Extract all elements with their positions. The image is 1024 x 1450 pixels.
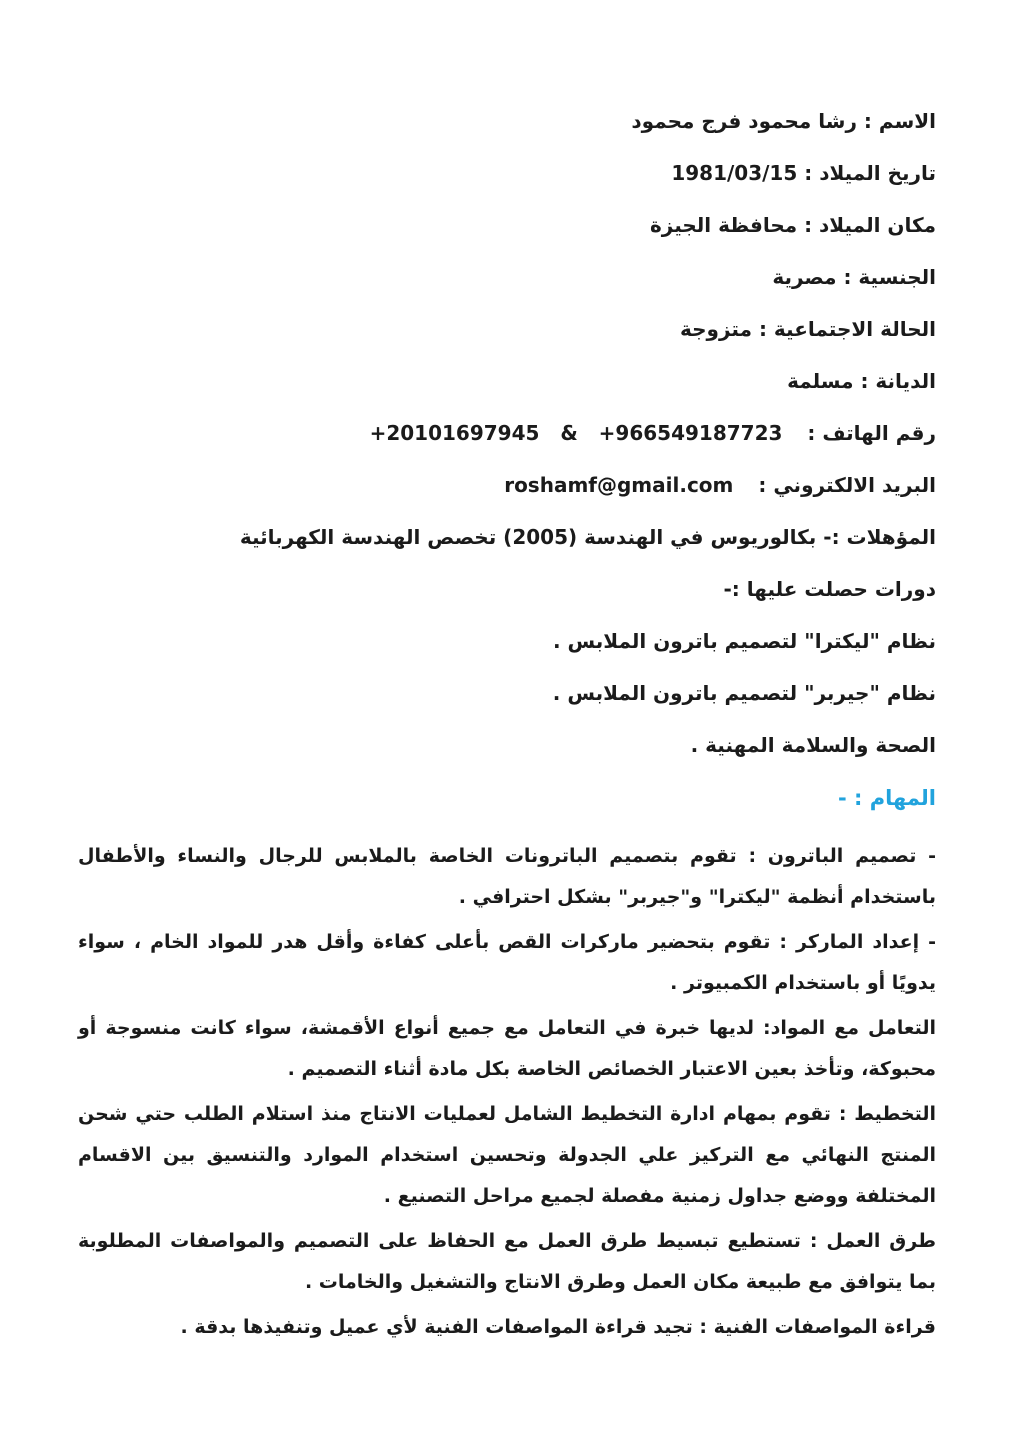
phone-label: رقم الهاتف : [807,421,936,445]
task-paragraph-spec-reading: قراءة المواصفات الفنية : تجيد قراءة المواصفات الفنية لأي عميل وتنفيذها بدقة . [180,1316,936,1338]
info-line-marital-status: الحالة الاجتماعية : متزوجة [680,317,936,341]
email-value: roshamf@gmail.com [504,473,734,497]
task-paragraph-marker-prep: - إعداد الماركر : تقوم بتحضير ماركرات القص بأعلى كفاءة وأقل هدر للمواد الخام ، سواء يدويًا أو باستخدام الكمبيوتر . [78,931,936,994]
info-line-religion: الديانة : مسلمة [787,369,936,393]
task-paragraph-pattern-design: - تصميم الباترون : تقوم بتصميم الباترونات الخاصة بالملابس للرجال والنساء والأطفال باستخدام أنظمة "ليكترا" و"جيربر" بشكل احترافي . [78,845,936,908]
task-paragraph-work-methods: طرق العمل : تستطيع تبسيط طرق العمل مع الحفاظ على التصميم والمواصفات المطلوبة بما يتوافق مع طبيعة مكان العمل وطرق الانتاج والتشغيل والخامات . [78,1230,936,1293]
task-paragraph-materials: التعامل مع المواد: لديها خبرة في التعامل مع جميع أنواع الأقمشة، سواء كانت منسوجة أو محبوكة، وتأخذ بعين الاعتبار الخصائص الخاصة بكل مادة أثناء التصميم . [78,1017,936,1080]
email-line [78,472,936,498]
email-label: البريد الالكتروني : [758,473,936,497]
course-item-lectra: نظام "ليكترا" لتصميم باترون الملابس . [552,629,936,653]
courses-heading: دورات حصلت عليها :- [723,577,936,601]
course-item-gerber: نظام "جيربر" لتصميم باترون الملابس . [552,681,936,705]
tasks-heading: المهام : - [837,786,936,810]
info-line-birth-place: مكان الميلاد : محافظة الجيزة [649,213,936,237]
phone-line [78,420,936,446]
task-paragraph-planning: التخطيط : تقوم بمهام ادارة التخطيط الشامل لعمليات الانتاج منذ استلام الطلب حتي شحن المنتج النهائي مع التركيز علي الجدولة وتحسين استخدام الموارد والتنسيق بين الاقسام المختلفة ووضع جداول زمنية مفصلة لجميع مراحل التصنيع . [78,1103,936,1207]
info-line-name: الاسم : رشا محمود فرج محمود [631,109,936,133]
qualifications-line: المؤهلات :- بكالوريوس في الهندسة (2005) تخصص الهندسة الكهربائية [239,525,936,549]
phone-value: +20101697945 & +966549187723 [369,421,783,445]
info-line-nationality: الجنسية : مصرية [772,265,936,289]
course-item-safety: الصحة والسلامة المهنية . [690,733,936,757]
info-line-birth-date: تاريخ الميلاد : 1981/03/15 [671,161,936,185]
